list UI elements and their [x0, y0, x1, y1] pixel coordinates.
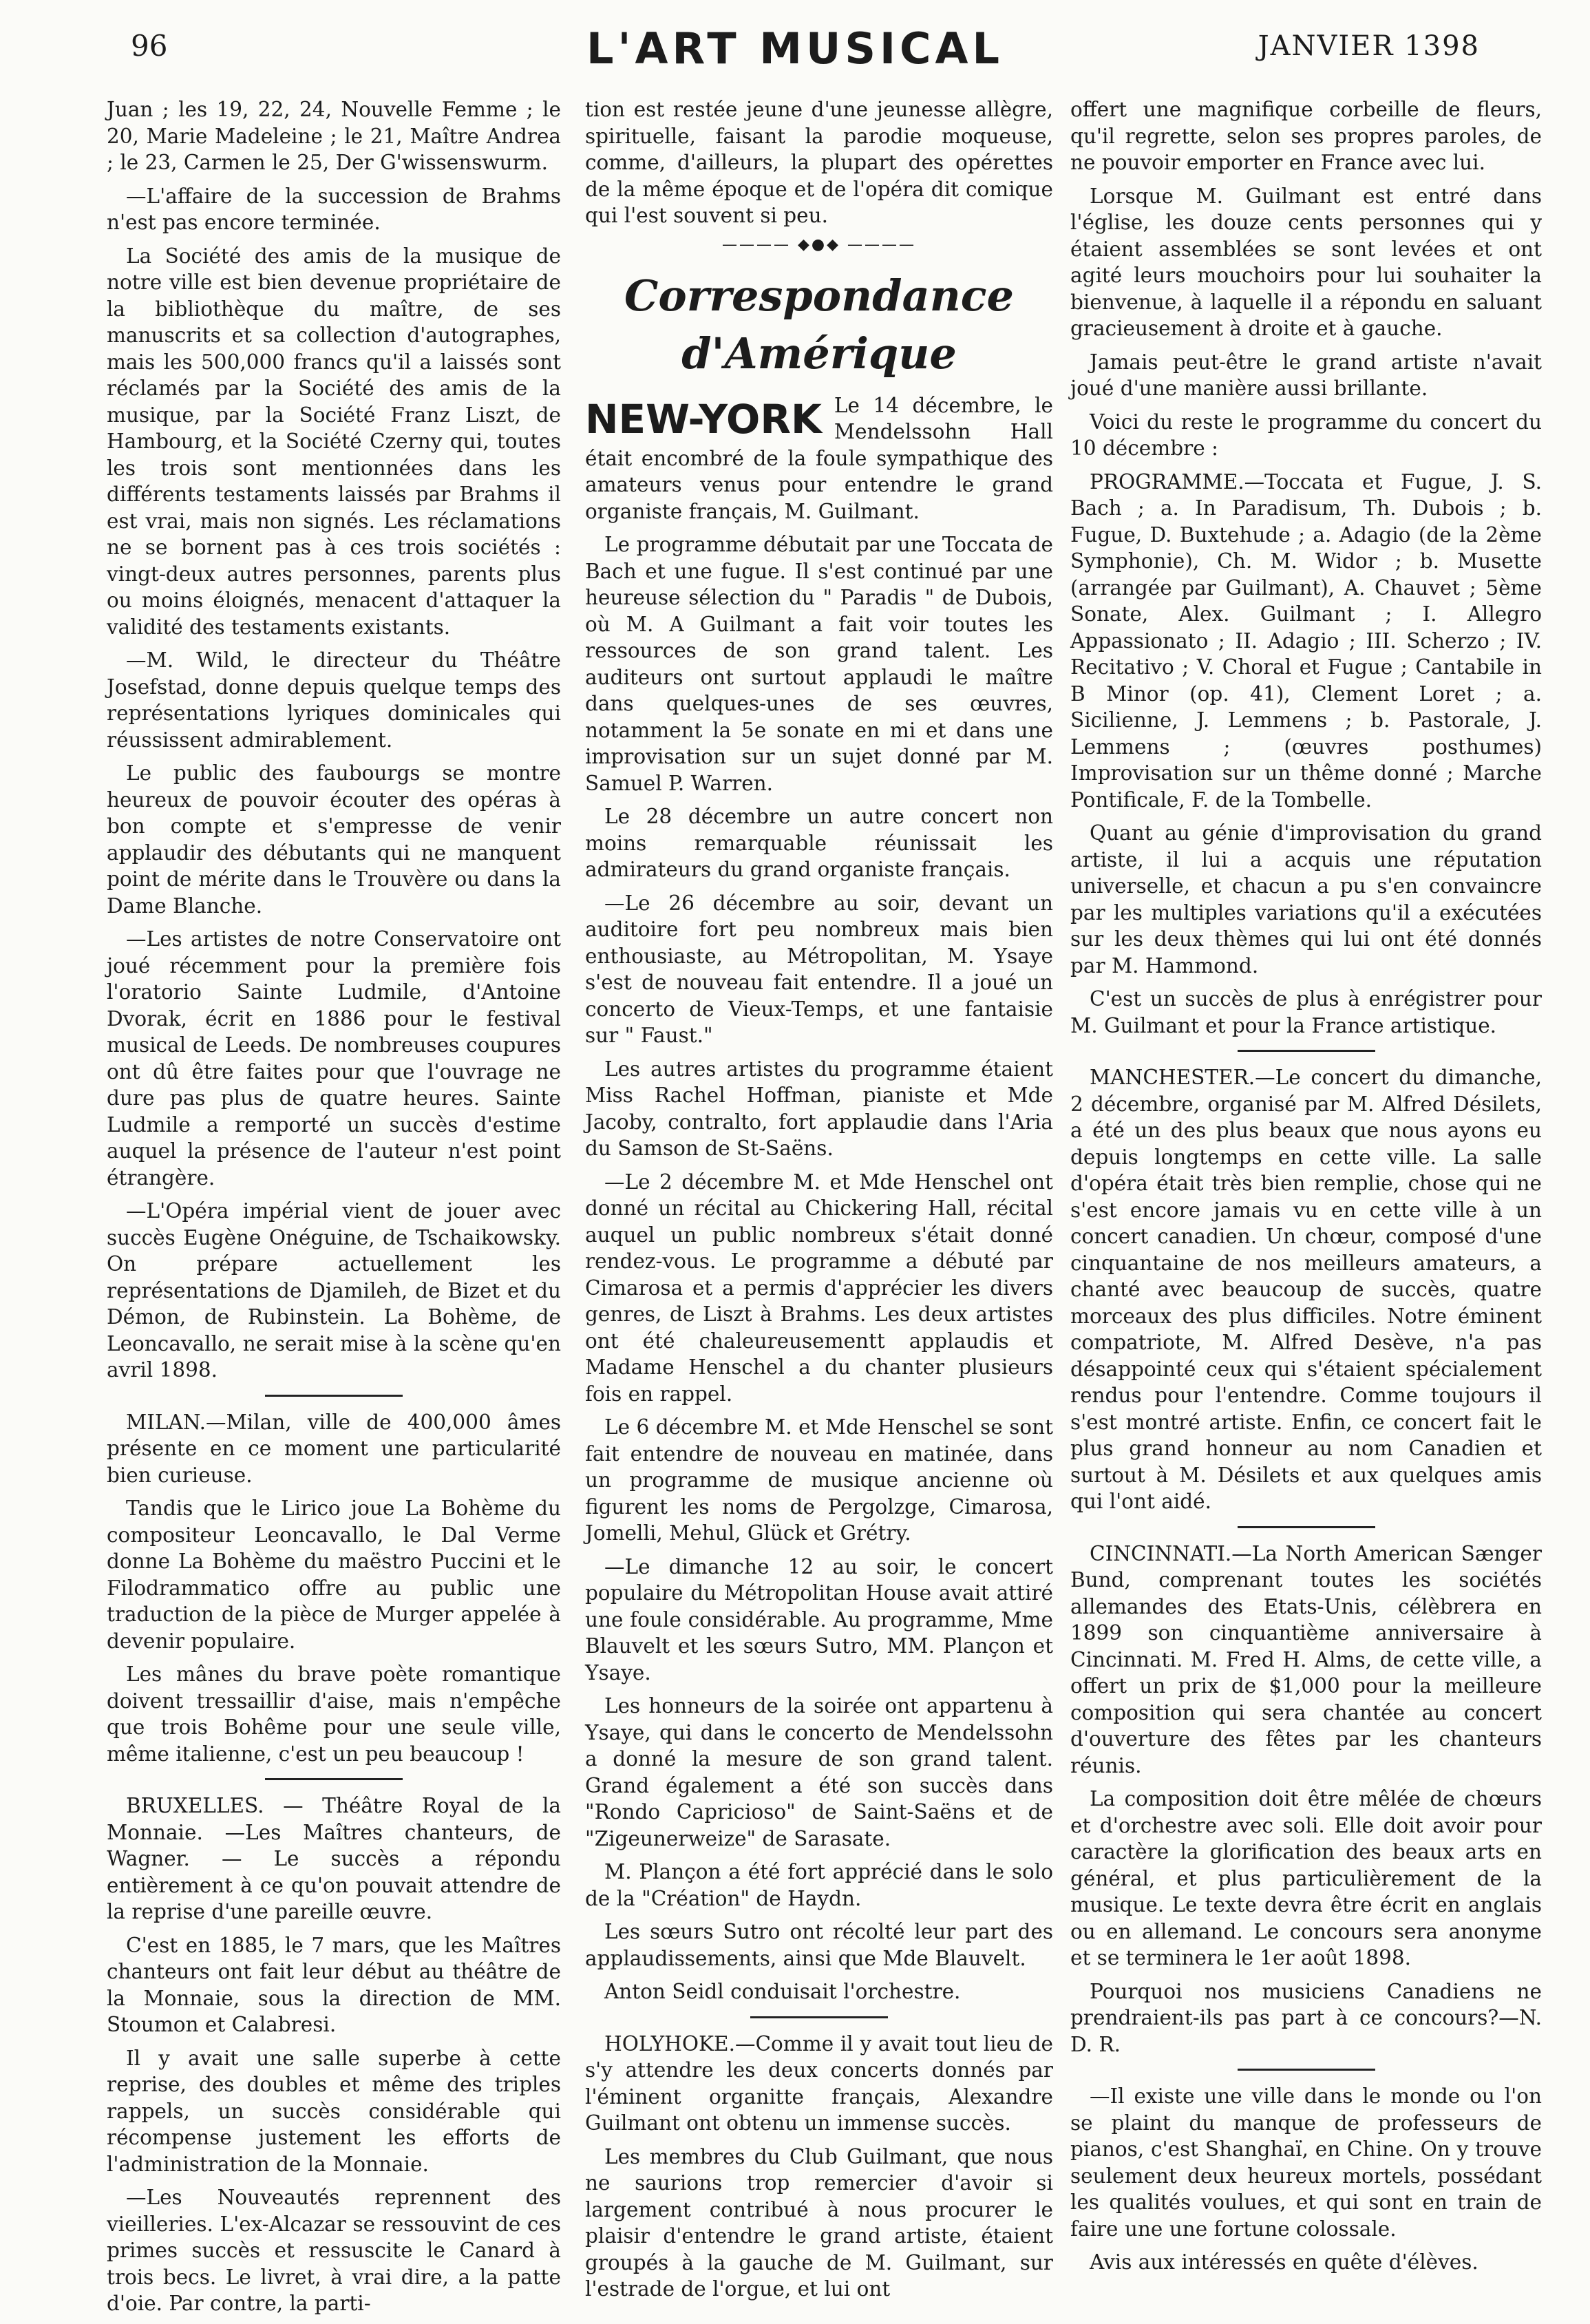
section-divider — [1238, 1526, 1375, 1528]
paragraph: —M. Wild, le directeur du Théâtre Josefstad, donne depuis quelque temps des représentations lyriques dominicales qui réussissent admirablement. — [107, 648, 561, 752]
dateline: NEW-YORK — [585, 395, 822, 443]
paragraph: —L'Opéra impérial vient de jouer avec succès Eugène Onéguine, de Tschaikowsky. On prépare actuellement les représentations de Djamileh, de Bizet et du Démon, de Rubinstein. La Bohème, de Leoncavallo, ne serait mise à la scène qu'en avril 1898. — [107, 1199, 561, 1382]
section-divider — [1238, 1050, 1375, 1052]
ornament-divider — [585, 236, 1053, 253]
paragraph: Les sœurs Sutro ont récolté leur part des applaudissements, ainsi que Mde Blauvelt. — [585, 1920, 1053, 1970]
page-number: 96 — [131, 29, 168, 63]
paragraph: tion est restée jeune d'une jeunesse allègre, spirituelle, faisant la parodie moqueuse, comme, d'ailleurs, la plupart des opérettes de la même époque et de l'opéra dit comique qui l'est souvent si peu. — [585, 98, 1053, 227]
paragraph: —Les Nouveautés reprennent des vieilleries. L'ex-Alcazar se ressouvint de ces primes succès et ressuscite le Canard à trois becs. Le livret, à vrai dire, a la patte d'oie. Par contre, la parti- — [107, 2186, 561, 2315]
paragraph: —Il existe une ville dans le monde ou l'on se plaint du manque de professeurs de pianos, c'est Shanghaï, en Chine. On y trouve seulement deux heureux mortels, possédant les qualités voulues, et qui sont en train de faire une une fortune colossale. — [1070, 2084, 1542, 2241]
column-1 — [107, 96, 561, 2324]
journal-title: L'ART MUSICAL — [586, 23, 1004, 74]
paragraph: Voici du reste le programme du concert du 10 décembre : — [1070, 410, 1542, 460]
paragraph: Juan ; les 19, 22, 24, Nouvelle Femme ; le 20, Marie Madeleine ; le 21, Maître Andrea ; le 23, Carmen le 25, Der G'wissenswurm. — [107, 98, 561, 174]
paragraph: Le programme débutait par une Toccata de Bach et une fugue. Il s'est continué par une heureuse sélection du " Paradis " de Dubois, où M. A Guilmant a fait voir toutes les ressources de son grand talent. Les auditeurs ont surtout applaudi le maître dans quelques-unes de ses œuvres, notamment la 5e sonate en mi et dans une improvisation sur un sujet donné par M. Samuel P. Warren. — [585, 533, 1053, 795]
paragraph: Anton Seidl conduisait l'orchestre. — [604, 1980, 961, 2003]
paragraph-bruxelles: BRUXELLES. — Théâtre Royal de la Monnaie. —Les Maîtres chanteurs, de Wagner. — Le succès a répondu entièrement à ce qu'on pouvait attendre de la reprise d'une pareille œuvre. — [107, 1794, 561, 1923]
paragraph: —Le 26 décembre au soir, devant un auditoire fort peu nombreux mais bien enthousiaste, au Métropolitan, M. Ysaye s'est de nouveau fait entendre. Il a joué un concerto de Vieux-Temps, et une fantaisie sur " Faust." — [585, 891, 1053, 1047]
section-divider — [750, 2016, 888, 2018]
paragraph: Tandis que le Lirico joue La Bohème du compositeur Leoncavallo, le Dal Verme donne La Bohème du maëstro Puccini et le Filodrammatico offre au public une traduction de la pièce de Murger appelée à devenir populaire. — [107, 1497, 561, 1653]
paragraph-cincinnati: CINCINNATI.—La North American Sænger Bund, comprenant toutes les sociétés allemandes des Etats-Unis, célèbrera en 1899 son cinquantième anniversaire à Cincinnati. M. Fred H. Alms, de cette ville, a offert un prix de $1,000 pour la meilleure composition qui sera chantée au concert d'ouverture des fêtes par les chanteurs réunis. — [1070, 1541, 1542, 1777]
paragraph: Les autres artistes du programme étaient Miss Rachel Hoffman, pianiste et Mde Jacoby, contralto, fort applaudie dans l'Aria du Samson de St-Saëns. — [585, 1057, 1053, 1160]
paragraph: —Le dimanche 12 au soir, le concert populaire du Métropolitan House avait attiré une foule considérable. Au programme, Mme Blauvelt et les sœurs Sutro, MM. Plançon et Ysaye. — [585, 1554, 1053, 1684]
paragraph-holyhoke: HOLYHOKE.—Comme il y avait tout lieu de s'y attendre les deux concerts donnés par l'éminent organitte français, Alexandre Guilmant ont obtenu un immense succès. — [585, 2031, 1053, 2135]
paragraph: Pourquoi nos musiciens Canadiens ne prendraient-ils pas part à ce concours?—N. D. R. — [1070, 1979, 1542, 2056]
column-2 — [585, 96, 1053, 2310]
paragraph: C'est un succès de plus à enrégistrer pour M. Guilmant et pour la France artistique. — [1070, 987, 1542, 1037]
issue-date: JANVIER 1398 — [1258, 30, 1480, 62]
paragraph: Les honneurs de la soirée ont appartenu à Ysaye, qui dans le concerto de Mendelssohn a donné la mesure de son grand talent. Grand également a été son succès dans "Rondo Capricioso" de Saint-Saëns et de "Zigeunerweize" de Sarasate. — [585, 1694, 1053, 1850]
paragraph: —Le 2 décembre M. et Mde Henschel ont donné un récital au Chickering Hall, récital auquel un public nombreux s'était donné rendez-vous. Le programme a débuté par Cimarosa et a permis d'apprécier les divers genres, de Liszt à Brahms. Les deux artistes ont été chaleureusementt applaudis et Madame Henschel a du chanter plusieurs fois en rappel. — [585, 1170, 1053, 1406]
paragraph: Les membres du Club Guilmant, que nous ne saurions trop remercier d'avoir si largement contribué à nous procurer le plaisir d'entendre le grand artiste, étaient groupés à la gauche de M. Guilmant, sur l'estrade de l'orgue, et lui ont — [585, 2144, 1053, 2301]
paragraph: Avis aux intéressés en quête d'élèves. — [1090, 2250, 1478, 2274]
paragraph: offert une magnifique corbeille de fleurs, qu'il regrette, selon ses propres paroles, de ne pouvoir emporter en France avec lui. — [1070, 98, 1542, 174]
paragraph: Le 6 décembre M. et Mde Henschel se sont fait entendre de nouveau en matinée, dans un programme de musique ancienne où figurent les noms de Pergolzge, Cimarosa, Jomelli, Mehul, Glück et Grétry. — [585, 1415, 1053, 1545]
page-header — [83, 23, 1507, 78]
program-paragraph: PROGRAMME.—Toccata et Fugue, J. S. Bach ; a. In Paradisum, Th. Dubois ; b. Fugue, D. Buxtehude ; a. Adagio (de la 2ème Symphonie), Ch. M. Widor ; b. Musette (arrangée par Guilmant), A. Chauvet ; 5ème Sonate, Alex. Guilmant ; I. Allegro Appassionato ; II. Adagio ; III. Scherzo ; IV. Recitativo ; V. Choral et Fugue ; Cantabile in B Minor (op. 41), Clement Loret ; a. Sicilienne, J. Lemmens ; b. Pastorale, J. Lemmens ; (œuvres posthumes) Improvisation sur un thême donné ; Marche Pontificale, F. de la Tombelle. — [1070, 469, 1542, 812]
paragraph: La composition doit être mêlée de chœurs et d'orchestre avec soli. Elle doit avoir pour caractère la glorification des beaux arts en général, et plus particulièrement de la musique. Le texte devra être écrit en anglais ou en allemand. Le concours sera anonyme et se terminera le 1er août 1898. — [1070, 1787, 1542, 1969]
paragraph: La Société des amis de la musique de notre ville est bien devenue propriétaire de la bibliothèque du maître, de ses manuscrits et sa collection d'autographes, mais les 500,000 francs qu'il a laissés sont réclamés par la Société des amis de la musique, par la Société Franz Liszt, de Hambourg, et la Société Czerny qui, toutes les trois sont mentionnées dans les différents testaments laissés par Brahms il est vrai, mais non signés. Les réclamations ne se bornent pas à ces trois sociétés : vingt-deux autres personnes, parents plus ou moins éloignés, menacent d'attaquer la validité des testaments existants. — [107, 244, 561, 639]
paragraph: —L'affaire de la succession de Brahms n'est pas encore terminée. — [107, 184, 561, 234]
paragraph: Il y avait une salle superbe à cette reprise, des doubles et même des triples rappels, un succès considérable qui récompense justement les efforts de l'administration de la Monnaie. — [107, 2046, 561, 2176]
paragraph: —Les artistes de notre Conservatoire ont joué récemment pour la première fois l'oratorio Sainte Ludmile, d'Antoine Dvorak, écrit en 1886 pour le festival musical de Leeds. De nombreuses coupures ont dû être faites pour que l'ouvrage ne dure pas plus de quatre heures. Sainte Ludmile a remporté un succès d'estime auquel la présence de l'auteur n'est point étrangère. — [107, 927, 561, 1190]
paragraph: Le public des faubourgs se montre heureux de pouvoir écouter des opéras à bon compte et s'empresse de venir applaudir des débutants qui ne manquent point de mérite dans le Trouvère ou dans la Dame Blanche. — [107, 761, 561, 918]
section-divider — [1238, 2069, 1375, 2071]
section-divider — [265, 1395, 403, 1397]
column-3 — [1070, 96, 1542, 2283]
paragraph-manchester: MANCHESTER.—Le concert du dimanche, 2 décembre, organisé par M. Alfred Désilets, a été un des plus beaux que nous ayons eu depuis longtemps en cette ville. La salle d'opéra était très bien remplie, chose qui ne s'est encore jamais vu en cette ville à un concert canadien. Un chœur, composé d'une cinquantaine de nos meilleurs amateurs, a chanté avec beaucoup de succès, quatre morceaux des plus difficiles. Notre éminent compatriote, M. Alfred Desève, n'a pas désappointé ceux qui s'étaient spécialement rendus pour l'entendre. Comme toujours il s'est montré artiste. Enfin, ce concert fait le plus grand honneur au nom Canadien et surtout à M. Désilets et aux quelques amis qui l'ont aidé. — [1070, 1066, 1542, 1513]
paragraph: Jamais peut-être le grand artiste n'avait joué d'une manière aussi brillante. — [1070, 350, 1542, 400]
paragraph: Quant au génie d'improvisation du grand artiste, il lui a acquis une réputation universelle, et chacun a pu s'en convaincre par les multiples variations qu'il a exécutées sur les deux thèmes qui lui ont été donnés par M. Hammond. — [1070, 821, 1542, 978]
section-divider — [265, 1778, 403, 1780]
paragraph: C'est en 1885, le 7 mars, que les Maîtres chanteurs ont fait leur début au théâtre de la Monnaie, sous la direction de MM. Stoumon et Calabresi. — [107, 1933, 561, 2036]
paragraph: Les mânes du brave poète romantique doivent tressaillir d'aise, mais n'empêche que trois Bohême pour une seule ville, même italienne, c'est un peu beaucoup ! — [107, 1662, 561, 1766]
paragraph: M. Plançon a été fort apprécié dans le solo de la "Création" de Haydn. — [585, 1860, 1053, 1910]
paragraph: Lorsque M. Guilmant est entré dans l'église, les douze cents personnes qui y étaient assemblées se sont levées et ont agité leurs mouchoirs pour lui souhaiter la bienvenue, à laquelle il a répondu en saluant gracieusement à droite et à gauche. — [1070, 184, 1542, 340]
section-title: Correspondance d'Amérique — [624, 270, 1014, 379]
paragraph-milan: MILAN.—Milan, ville de 400,000 âmes présente en ce moment une particularité bien curieuse. — [107, 1410, 561, 1487]
paragraph: Le 28 décembre un autre concert non moins remarquable réunissait les admirateurs du grand organiste français. — [585, 805, 1053, 881]
paragraph: Le 14 décembre, le Mendelssohn Hall était encombré de la foule sympathique des amateurs venus pour entendre le grand organiste français, M. Guilmant. — [585, 393, 1053, 523]
